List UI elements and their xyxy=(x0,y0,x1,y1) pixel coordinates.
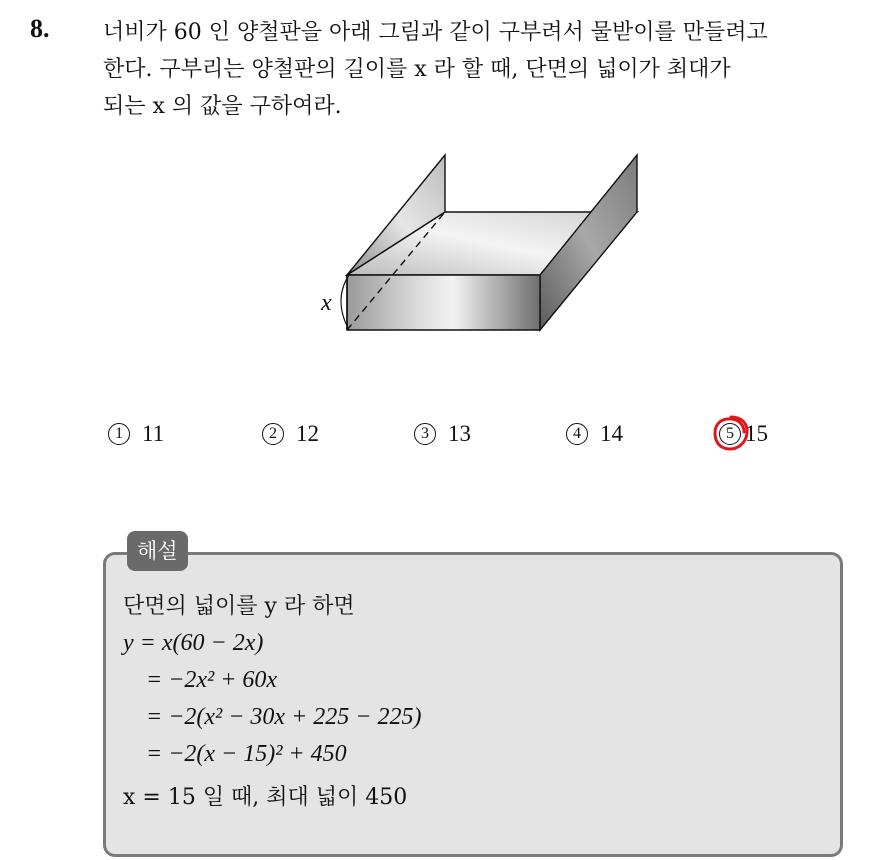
choice-mark: 3 xyxy=(414,423,436,445)
choice-value: 11 xyxy=(142,421,165,446)
gutter-diagram xyxy=(315,150,655,350)
solution-line: x = 15 일 때, 최대 넓이 450 xyxy=(123,785,408,810)
choice-5[interactable] xyxy=(719,412,768,456)
solution-line: = −2(x² − 30x + 225 − 225) xyxy=(146,704,422,730)
answer-choices xyxy=(0,412,884,456)
choice-mark: 4 xyxy=(566,423,588,445)
choice-value: 14 xyxy=(600,421,623,446)
solution-tab: 해설 xyxy=(127,531,188,571)
choice-value: 12 xyxy=(296,421,319,446)
gutter-front-face xyxy=(347,275,540,330)
question-number: 8. xyxy=(30,14,50,43)
question-line: 너비가 60 인 양철판을 아래 그림과 같이 구부려서 물받이를 만들려고 xyxy=(103,20,768,45)
solution-line: y = x(60 − 2x) xyxy=(123,630,264,656)
choice-3[interactable] xyxy=(414,412,471,456)
choice-mark: 1 xyxy=(108,423,130,445)
choice-value: 15 xyxy=(745,421,768,446)
gutter-figure xyxy=(315,150,655,354)
solution-line: 단면의 넓이를 y 라 하면 xyxy=(123,594,355,619)
choice-mark: 5 xyxy=(719,423,741,445)
height-label: x xyxy=(321,290,332,316)
choice-mark: 2 xyxy=(262,423,284,445)
solution-content xyxy=(123,588,421,816)
choice-2[interactable] xyxy=(262,412,319,456)
solution-line: = −2x² + 60x xyxy=(146,667,278,693)
question-line: 한다. 구부리는 양철판의 길이를 x 라 할 때, 단면의 넓이가 최대가 xyxy=(103,57,731,82)
choice-4[interactable] xyxy=(566,412,623,456)
question-text xyxy=(103,14,873,125)
choice-1[interactable] xyxy=(108,412,164,456)
solution-line: = −2(x − 15)² + 450 xyxy=(146,741,347,767)
question-line: 되는 x 의 값을 구하여라. xyxy=(103,94,342,119)
choice-value: 13 xyxy=(448,421,471,446)
